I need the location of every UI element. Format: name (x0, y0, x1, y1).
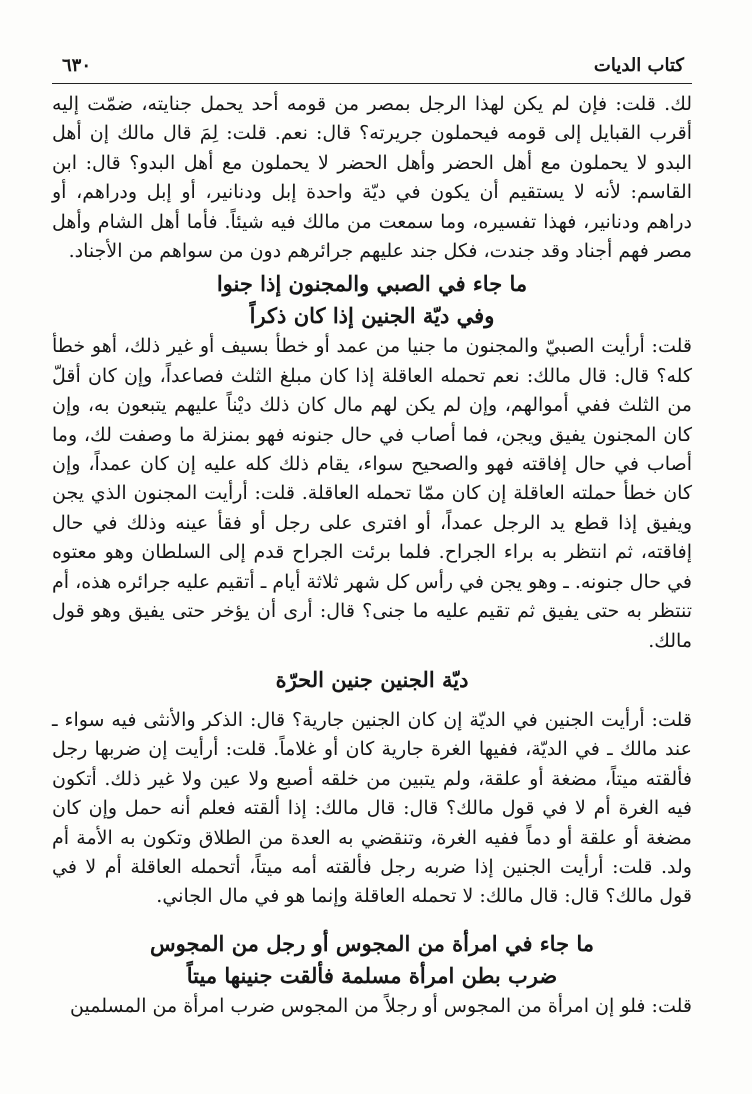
section-heading-3-line-2: ضرب بطن امرأة مسلمة فألقت جنينها ميتاً (186, 962, 558, 988)
header-rule (52, 83, 692, 84)
paragraph-3: قلت: أرأيت الجنين في الديّة إن كان الجنين جارية؟ قال: الذكر والأنثى فيه سواء ـ عند مالك ـ في الديّة، ففيها الغرة جارية كان أو غلاماً. قلت: أرأيت إن ضربها رجل فألقته ميتاً، مضغة أو علقة، ولم يتبين من خلقه أصبع ولا عين ولا غير ذلك. أتكون فيه الغرة أم لا في قول مالك؟ قال: قال مالك: إذا ألقته فعلم أنه حمل وإن كان مضغة أو علقة أو دماً ففيه الغرة، وتنقضي به العدة من الطلاق وتكون به الأمة أم ولد. قلت: أرأيت الجنين إذا ضربه رجل فألقته أمه ميتاً، أتحمله العاقلة أم لا في قول مالك؟ قال: قال مالك: لا تحمله العاقلة وإنما هو في مال الجاني. (52, 708, 692, 908)
running-title: كتاب الديات (593, 54, 684, 76)
paragraph-1: لك. قلت: فإن لم يكن لهذا الرجل بمصر من قومه أحد يحمل جنايته، ضمّت إليه أقرب القبايل إلى قومه فيحملون جريرته؟ قال: نعم. قلت: لِمَ قال مالك إن أهل البدو لا يحملون مع أهل الحضر وأهل الحضر لا يحملون مع أهل البدو؟ قال: ابن القاسم: لأنه لا يستقيم أن يكون في ديّة واحدة إبل ودنانير، أو إبل ودراهم، أو دراهم ودنانير، فهذا تفسيره، وما سمعت من مالك فيه شيئاً. فأما أهل الشام وأهل مصر فهم أجناد وقد جندت، فكل جند عليهم جرائرهم دون من سواهم من الأجناد. (52, 93, 692, 263)
section-heading-1-line-2: وفي ديّة الجنين إذا كان ذكراً (249, 303, 495, 329)
page-body (52, 90, 692, 1021)
paragraph-2: قلت: أرأيت الصبيّ والمجنون ما جنيا من عمد أو خطأ بسيف أو غير ذلك، أهو خطأ كله؟ قال: قال مالك: نعم تحمله العاقلة إذا كان مبلغ الثلث فصاعداً، وإن كان أقلّ من الثلث ففي أموالهم، وإن لم يكن لهم مال كان ذلك ديْناً عليهم يتبعون به، وإن كان المجنون يفيق ويجن، فما أصاب في حال جنونه فهو بمنزلة ما وصفت لك، وما أصاب في حال إفاقته فهو والصحيح سواء، يقام ذلك كله عليه إن كان عمداً، وإن كان خطأ حملته العاقلة إن كان ممّا تحمله العاقلة. قلت: أرأيت المجنون الذي يجن ويفيق إذا قطع يد الرجل عمداً، أو افترى على رجل أو فقأ عينه وذلك في حال إفاقته، ثم انتظر به براء الجراح. فلما برئت الجراح قدم إلى السلطان وهو معتوه في حال جنونه. ـ وهو يجن في رأس كل شهر ثلاثة أيام ـ أتقيم عليه جرائره هذه، أم تنتظر به حتى يفيق ثم تقيم عليه ما جنى؟ قال: أرى أن يؤخر حتى يفيق وهو قول مالك. (52, 335, 693, 652)
page-header (52, 50, 692, 80)
page-number: ٦٣٠ (62, 54, 92, 76)
section-heading-1-line-1: ما جاء في الصبي والمجنون إذا جنوا (216, 271, 528, 297)
section-heading-2: ديّة الجنين جنين الحرّة (275, 666, 469, 692)
section-heading-3-line-1: ما جاء في امرأة من المجوس أو رجل من المجوس (149, 930, 595, 956)
paragraph-4: قلت: فلو إن امرأة من المجوس أو رجلاً من المجوس ضرب امرأة من المسلمين (70, 994, 692, 1017)
